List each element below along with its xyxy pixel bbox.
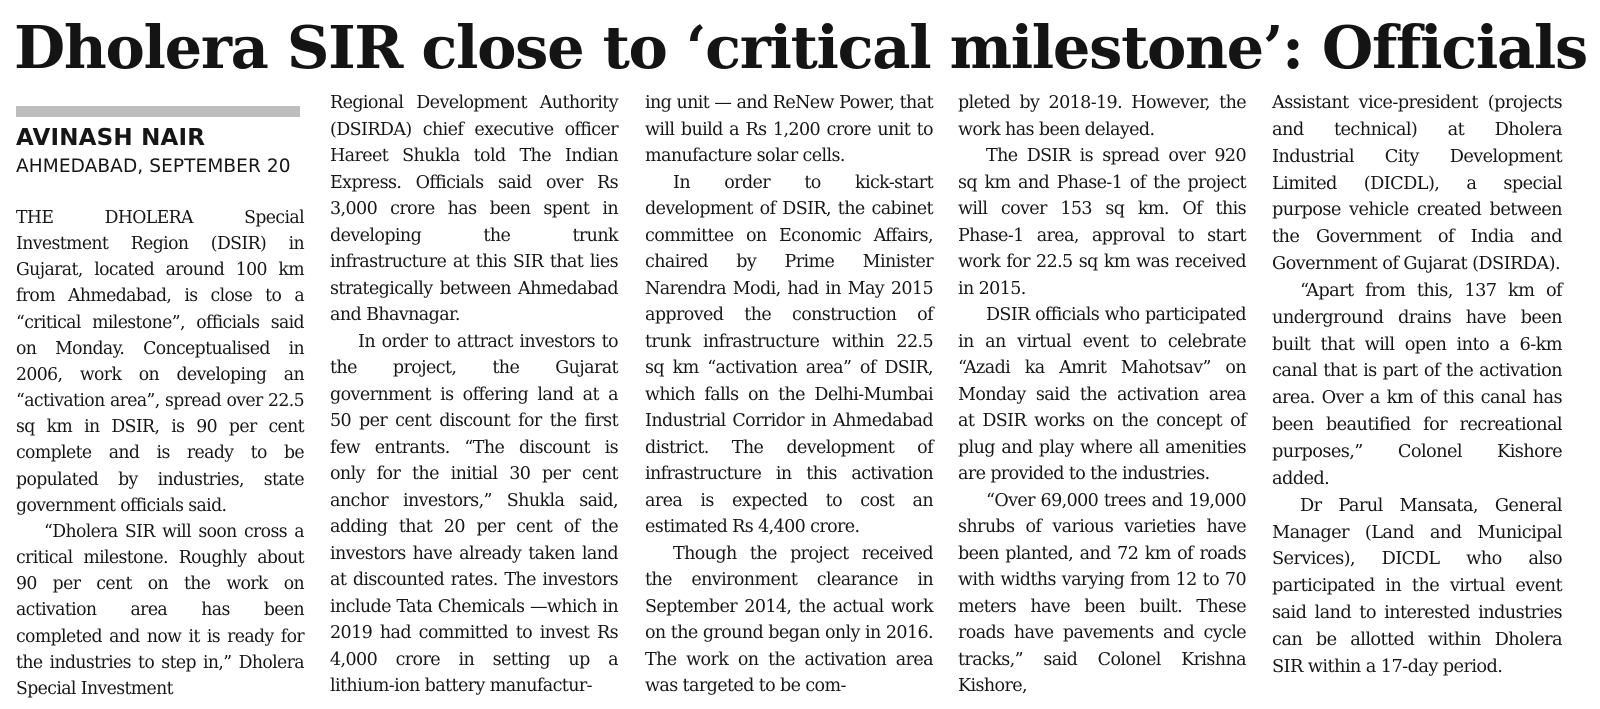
byline-author: AVINASH NAIR: [16, 125, 206, 151]
article-column-5: [1272, 90, 1562, 681]
paragraph: Assistant vice-president (projects and technical) at Dholera Industrial City Development Limited (DICDL), a special purpose vehicle created between the Government of India and Government of Gujarat (DSIRDA).: [1272, 93, 1562, 275]
article-headline: Dholera SIR close to ‘critical milestone’: Officials: [14, 13, 1587, 82]
paragraph: THE DHOLERA Special Investment Region (DSIR) in Gujarat, located around 100 km from Ahmedabad, is close to a “critical milestone”, officials said on Monday. Conceptualised in 2006, work on developing an “activation area”, spread over 22.5 sq km in DSIR, is 90 per cent complete and is ready to be populated by industries, state government officials said.: [16, 208, 304, 516]
article-column-3: [645, 90, 933, 700]
paragraph: “Over 69,000 trees and 19,000 shrubs of various varieties have been planted, and 72 km of roads with widths varying from 12 to 70 meters have been built. These roads have pavements and cycle tracks,” said Colonel Krishna Kishore,: [958, 490, 1246, 696]
dateline: AHMEDABAD, SEPTEMBER 20: [16, 156, 291, 177]
paragraph: pleted by 2018-19. However, the work has been delayed.: [958, 93, 1246, 140]
paragraph: In order to attract investors to the project, the Gujarat government is offering land at a 50 per cent discount for the first few entrants. “The discount is only for the initial 30 per cent anchor investors,” Shukla said, adding that 20 per cent of the investors have already taken land at discounted rates. The investors include Tata Chemicals —which in 2019 had committed to invest Rs 4,000 crore in setting up a lithium-ion battery manufactur-: [330, 331, 618, 696]
paragraph: The DSIR is spread over 920 sq km and Phase-1 of the project will cover 153 sq km. Of this Phase-1 area, approval to start work for 22.5 sq km was received in 2015.: [958, 146, 1246, 299]
paragraph: Dr Parul Mansata, General Manager (Land and Municipal Services), DICDL who also participated in the virtual event said land to interested industries can be allotted within Dholera SIR within a 17-day period.: [1272, 495, 1562, 677]
article-column-2: [330, 90, 618, 700]
paragraph: Though the project received the environment clearance in September 2014, the actual work on the ground began only in 2016. The work on the activation area was targeted to be com-: [645, 543, 933, 696]
paragraph: DSIR officials who participated in an virtual event to celebrate “Azadi ka Amrit Mahotsav” on Monday said the activation area at DSIR works on the concept of plug and play where all amenities are provided to the industries.: [958, 305, 1246, 484]
article-column-4: [958, 90, 1246, 700]
byline-divider: [16, 106, 300, 117]
paragraph: “Dholera SIR will soon cross a critical milestone. Roughly about 90 per cent on the work on activation area has been completed and now it is ready for the industries to step in,” Dholera Special Investment: [16, 521, 304, 699]
paragraph: In order to kick-start development of DSIR, the cabinet committee on Economic Affairs, chaired by Prime Minister Narendra Modi, had in May 2015 approved the construction of trunk infrastructure within 22.5 sq km “activation area” of DSIR, which falls on the Delhi-Mumbai Industrial Corridor in Ahmedabad district. The development of infrastructure in this activation area is expected to cost an estimated Rs 4,400 crore.: [645, 172, 933, 537]
paragraph: “Apart from this, 137 km of underground drains have been built that will open into a 6-km canal that is part of the activation area. Over a km of this canal has been beautified for recreational purposes,” Colonel Kishore added.: [1272, 280, 1562, 489]
paragraph: Regional Development Authority (DSIRDA) chief executive officer Hareet Shukla told The Indian Express. Officials said over Rs 3,000 crore has been spent in developing the trunk infrastructure at this SIR that lies strategically between Ahmedabad and Bhavnagar.: [330, 93, 618, 325]
article-column-1: [16, 205, 304, 702]
paragraph: ing unit — and ReNew Power, that will build a Rs 1,200 crore unit to manufacture solar cells.: [645, 93, 933, 166]
